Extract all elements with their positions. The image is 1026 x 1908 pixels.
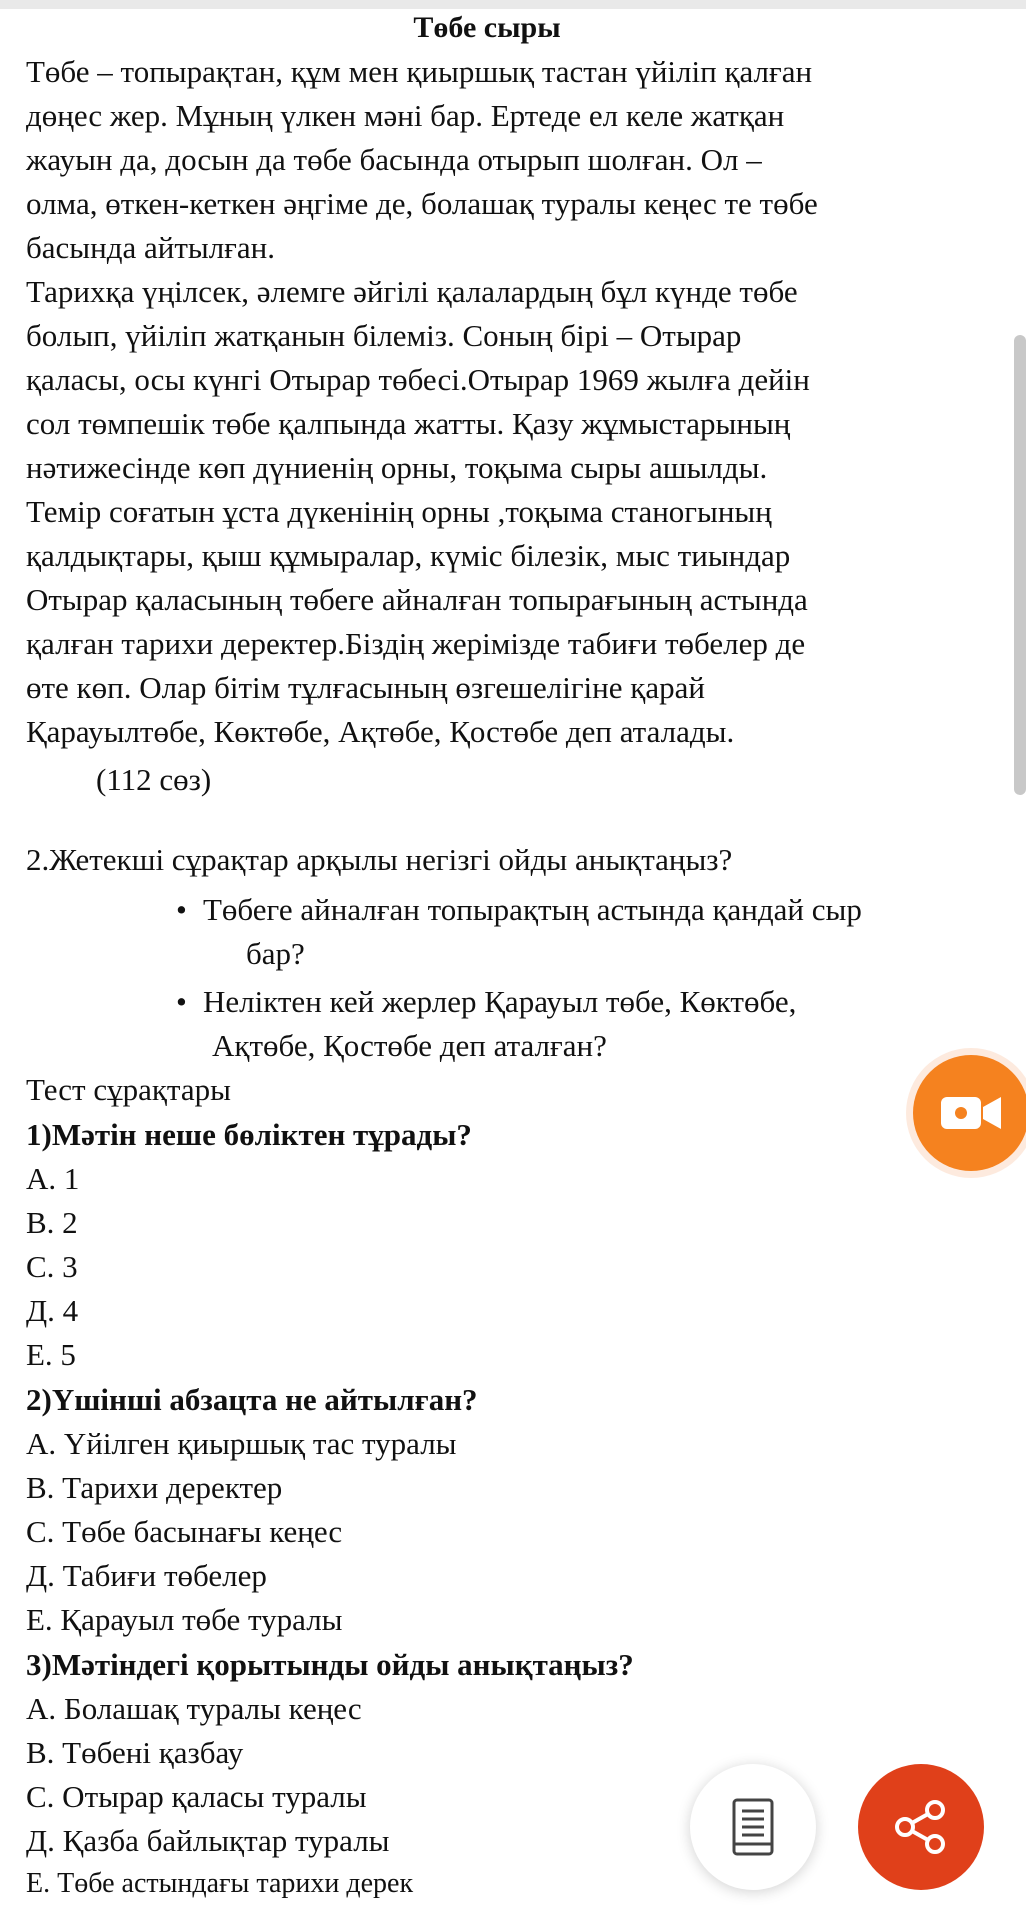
bullet-line: Төбеге айналған топырақтың астында қандай сыр: [203, 892, 862, 927]
document-icon: [731, 1797, 775, 1857]
option: Д. 4: [26, 1293, 79, 1328]
passage-line: өте көп. Олар бітім тұлғасының өзгешелігіне қарай: [26, 670, 705, 705]
page-title: Төбе сыры: [413, 11, 561, 44]
document-button[interactable]: [690, 1764, 816, 1890]
passage-line: қалған тарихи деректер.Біздің жерімізде табиғи төбелер де: [26, 626, 806, 661]
bullet-marker: •: [176, 984, 187, 1019]
passage-line: Төбе – топырақтан, құм мен қиыршық тастан үйіліп қалған: [26, 54, 813, 89]
option: Д. Табиғи төбелер: [26, 1558, 267, 1593]
option: Е. 5: [26, 1337, 76, 1372]
question-2: 2)Үшінші абзацта не айтылған?: [26, 1382, 478, 1417]
passage-line: Темір соғатын ұста дүкенінің орны ,тоқыма станогының: [26, 494, 772, 529]
option: В. Тарихи деректер: [26, 1470, 283, 1505]
passage-line: басында айтылған.: [26, 230, 275, 265]
bullet-line: Ақтөбе, Қостөбе деп аталған?: [212, 1028, 607, 1063]
test-heading: Тест сұрақтары: [26, 1072, 231, 1107]
bullet-marker: •: [176, 892, 187, 927]
passage-line: олма, өткен-кеткен әңгіме де, болашақ туралы кеңес те төбе: [26, 186, 818, 221]
word-count: (112 сөз): [96, 762, 212, 797]
option: С. 3: [26, 1249, 78, 1284]
passage-line: Қарауылтөбе, Көктөбе, Ақтөбе, Қостөбе деп аталады.: [26, 714, 735, 749]
share-button[interactable]: [858, 1764, 984, 1890]
passage-line: қалдықтары, қыш құмыралар, күміс білезік, мыс тиындар: [26, 538, 791, 573]
option: Е. Төбе астындағы тарихи дерек: [26, 1868, 414, 1899]
passage-line: Тарихқа үңілсек, әлемге әйгілі қалалардың бұл күнде төбе: [26, 274, 798, 309]
option: В. 2: [26, 1205, 78, 1240]
video-button[interactable]: [913, 1055, 1026, 1171]
passage-line: Отырар қаласының төбеге айналған топырағының астында: [26, 582, 808, 617]
bullet-line: Неліктен кей жерлер Қарауыл төбе, Көктөбе,: [203, 984, 797, 1019]
question-3: 3)Мәтіндегі қорытынды ойды анықтаңыз?: [26, 1647, 634, 1682]
option: С. Отырар қаласы туралы: [26, 1779, 367, 1814]
option: В. Төбені қазбау: [26, 1735, 244, 1770]
option: С. Төбе басынағы кеңес: [26, 1514, 343, 1549]
passage-line: дөңес жер. Мұның үлкен мәні бар. Ертеде ел келе жатқан: [26, 98, 785, 133]
share-icon: [891, 1797, 951, 1857]
option: А. Болашақ туралы кеңес: [26, 1691, 362, 1726]
question-1: 1)Мәтін неше бөліктен тұрады?: [26, 1117, 472, 1152]
passage-line: нәтижесінде көп дүниенің орны, тоқыма сыры ашылды.: [26, 450, 768, 485]
task2-heading: 2.Жетекші сұрақтар арқылы негізгі ойды анықтаңыз?: [26, 842, 733, 877]
video-camera-icon: [939, 1093, 1003, 1133]
option: Д. Қазба байлықтар туралы: [26, 1823, 390, 1858]
passage-line: қаласы, осы күнгі Отырар төбесі.Отырар 1969 жылға дейін: [26, 362, 810, 397]
scrollbar-thumb[interactable]: [1014, 335, 1026, 795]
option: А. 1: [26, 1161, 80, 1196]
option: Е. Қарауыл төбе туралы: [26, 1602, 343, 1637]
bullet-line: бар?: [246, 936, 305, 971]
passage-line: жауын да, досын да төбе басында отырып шолған. Ол –: [26, 142, 762, 177]
option: А. Үйілген қиыршық тас туралы: [26, 1426, 457, 1461]
passage-line: болып, үйіліп жатқанын білеміз. Соның бірі – Отырар: [26, 318, 742, 353]
passage-line: сол төмпешік төбе қалпында жатты. Қазу жұмыстарының: [26, 406, 791, 441]
